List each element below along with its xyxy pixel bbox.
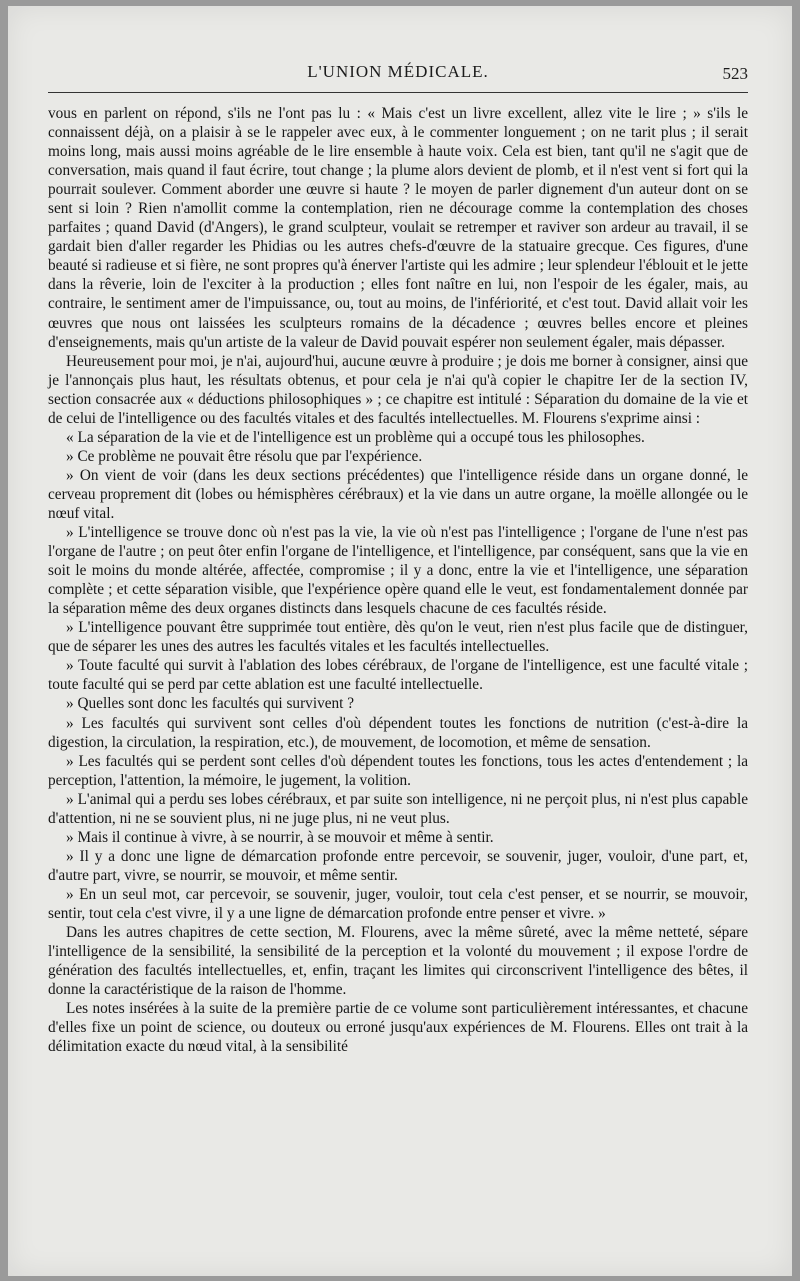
book-page: [8, 6, 792, 1276]
paragraph: » L'animal qui a perdu ses lobes cérébraux, et par suite son intelligence, ni ne perçoit plus, ni n'est plus capable d'attention, ni ne se souvient plus, ni ne juge plus, ni ne veut plus.: [48, 790, 748, 827]
paragraph: » Ce problème ne pouvait être résolu que par l'expérience.: [66, 447, 423, 465]
body-text: [48, 104, 748, 1056]
running-head: L'UNION MÉDICALE.: [307, 62, 489, 81]
paragraph: Les notes insérées à la suite de la première partie de ce volume sont particulièrement intéressantes, et chacune d'elles fixe un point de science, ou douteux ou erroné jusqu'aux expériences de M. Flourens. Elles ont trait à la délimitation exacte du nœud vital, à la sensibilité: [48, 1000, 748, 1056]
paragraph: Heureusement pour moi, je n'ai, aujourd'hui, aucune œuvre à produire ; je dois me borner à consigner, ainsi que je l'annonçais plus haut, les résultats obtenus, et pour cela je n'ai qu'à copier le chapitre Ier de la section IV, section consacrée aux « déductions philosophiques » ; ce chapitre est intitulé : Séparation du domaine de la vie et de celui de l'intelligence ou des facultés vitales et des facultés intellectuelles. M. Flourens s'exprime ainsi :: [48, 352, 749, 427]
paragraph: » Toute faculté qui survit à l'ablation des lobes cérébraux, de l'organe de l'intelligence, est une faculté vitale ; toute faculté qui se perd par cette ablation est une faculté intellectuelle.: [48, 657, 748, 694]
paragraph: vous en parlent on répond, s'ils ne l'ont pas lu : « Mais c'est un livre excellent, allez vite le lire ; » s'ils le connaissent déjà, on a plaisir à se le rappeler avec eux, à le commenter longuement ; on ne tarit plus ; il serait moins long, mais aussi moins agréable de le lire ensemble à haute voix. Cela est bien, tant qu'il ne s'agit que de conversation, mais quand il faut écrire, tout change ; la plume alors devient de plomb, et il n'est vent si fort qui la pourrait soulever. Comment aborder une œuvre si haute ? le moyen de parler dignement d'un auteur dont on se sent si loin ? Rien n'amollit comme la contemplation, rien ne décourage comme la contemplation des choses parfaites ; quand David (d'Angers), le grand sculpteur, voulait se retremper et raviver son ardeur au travail, il se gardait bien d'aller regarder les Phidias ou les autres chefs-d'œuvre de la statuaire grecque. Ces figures, d'une beauté si radieuse et si fière, ne sont propres qu'à énerver l'artiste qui les admire ; leur splendeur l'éblouit et le jette dans la rêverie, loin de l'exciter à la production ; elles font naître en lui, non l'espoir de les égaler, mais, au contraire, le sentiment amer de l'impuissance, ou, tout au moins, de l'infériorité, et c'est tout. David allait voir les œuvres que nous ont laissées les sculpteurs romains de la décadence ; œuvres belles encore et pleines d'enseignements, mais qu'un artiste de la valeur de David pouvait espérer non seulement égaler, mais dépasser.: [48, 105, 748, 351]
paragraph: » Mais il continue à vivre, à se nourrir, à se mouvoir et même à sentir.: [66, 828, 494, 846]
paragraph: » Quelles sont donc les facultés qui survivent ?: [66, 695, 355, 713]
paragraph: » On vient de voir (dans les deux sections précédentes) que l'intelligence réside dans un organe donné, le cerveau proprement dit (lobes ou hémisphères cérébraux) et la vie dans un autre organe, la moëlle allongée ou le nœuf vital.: [48, 466, 748, 522]
paragraph: » L'intelligence pouvant être supprimée tout entière, dès qu'on le veut, rien n'est plus facile que de distinguer, que de séparer les unes des autres les facultés vitales et les facultés intellectuelles.: [48, 619, 748, 656]
paragraph: » En un seul mot, car percevoir, se souvenir, juger, vouloir, tout cela c'est penser, et se nourrir, se mouvoir, sentir, tout cela c'est vivre, il y a une ligne de démarcation profonde entre penser et vivre. »: [48, 885, 748, 922]
page-number: 523: [722, 64, 748, 83]
page-header: [48, 62, 748, 90]
paragraph: » Il y a donc une ligne de démarcation profonde entre percevoir, se souvenir, juger, vouloir, d'une part, et, d'autre part, vivre, se nourrir, se mouvoir, et même sentir.: [48, 847, 748, 884]
paragraph: » L'intelligence se trouve donc où n'est pas la vie, la vie où n'est pas l'intelligence ; l'organe de l'une n'est pas l'organe de l'autre ; on peut ôter enfin l'organe de l'intelligence, et l'intelligence, par conséquent, sans que la vie en soit le moins du monde altérée, affectée, compromise ; il y a donc, entre la vie et l'intelligence, une séparation complète ; et cette séparation visible, que l'expérience opère quand elle le veut, est fondamentalement donnée par la séparation même des deux organes distincts dans lesquels chacune de ces facultés réside.: [48, 524, 748, 618]
paragraph: « La séparation de la vie et de l'intelligence est un problème qui a occupé tous les philosophes.: [66, 428, 645, 446]
paragraph: Dans les autres chapitres de cette section, M. Flourens, avec la même sûreté, avec la même netteté, sépare l'intelligence de la sensibilité, la sensibilité de la perception et la volonté du mouvement ; il expose l'ordre de génération des facultés intellectuelles, et, enfin, traçant les limites qui circonscrivent l'intelligence des bêtes, il donne la caractéristique de la raison de l'homme.: [48, 924, 748, 999]
header-rule: [48, 92, 748, 93]
paragraph: » Les facultés qui survivent sont celles d'où dépendent toutes les fonctions de nutrition (c'est-à-dire la digestion, la circulation, la respiration, etc.), de mouvement, de locomotion, et même de sensation.: [48, 714, 748, 751]
paragraph: » Les facultés qui se perdent sont celles d'où dépendent toutes les fonctions, tous les actes d'entendement ; la perception, l'attention, la mémoire, le jugement, la volition.: [48, 752, 748, 789]
